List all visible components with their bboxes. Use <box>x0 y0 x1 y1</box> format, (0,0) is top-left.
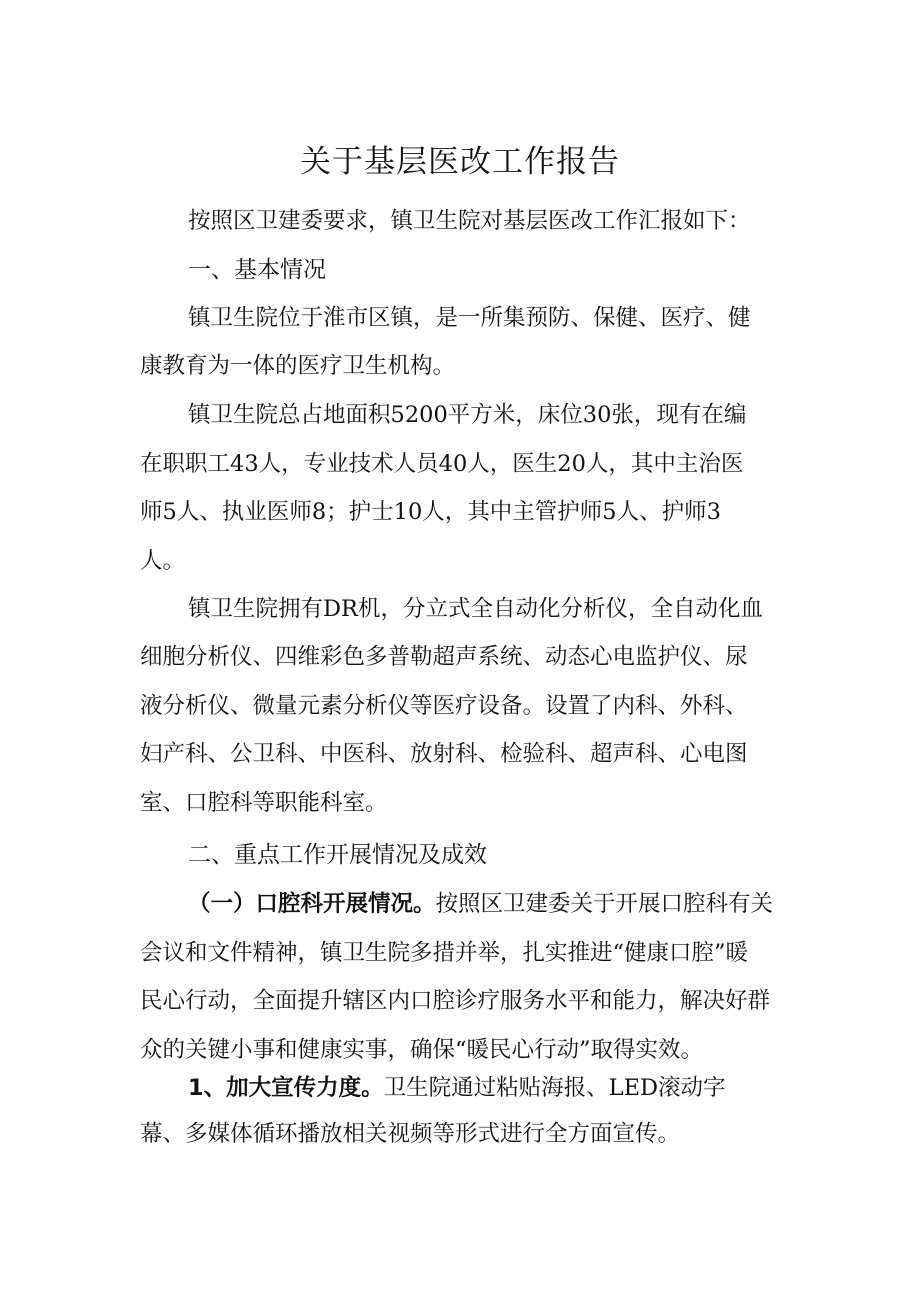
paragraph-text: 卫生院通过粘贴海报、LED滚动字 <box>383 1075 726 1101</box>
paragraph-line: 细胞分析仪、四维彩色多普勒超声系统、动态心电监护仪、尿 <box>140 644 748 670</box>
paragraph-line <box>188 888 773 920</box>
paragraph-line: 师5人、执业医师8；护士10人，其中主管护师5人、护师3 <box>140 499 721 525</box>
item-lead: 1、加大宣传力度。 <box>188 1075 384 1101</box>
paragraph-line: 镇卫生院总占地面积5200平方米，床位30张，现有在编 <box>188 402 747 428</box>
section-heading-key-work: 二、重点工作开展情况及成效 <box>188 842 487 868</box>
paragraph-line: 会议和文件精神，镇卫生院多措并举，扎实推进“健康口腔”暖 <box>140 940 749 966</box>
paragraph-line: 妇产科、公卫科、中医科、放射科、检验科、超声科、心电图 <box>140 741 748 767</box>
paragraph-line: 康教育为一体的医疗卫生机构。 <box>140 353 456 379</box>
paragraph-line <box>188 1072 726 1104</box>
paragraph-line: 镇卫生院位于淮市区镇，是一所集预防、保健、医疗、健 <box>188 305 751 331</box>
paragraph-line: 众的关键小事和健康实事，确保“暖民心行动”取得实效。 <box>140 1037 704 1063</box>
paragraph-line: 人。 <box>140 548 186 574</box>
paragraph-line: 民心行动，全面提升辖区内口腔诊疗服务水平和能力，解决好群 <box>140 988 771 1014</box>
paragraph-line: 镇卫生院拥有DR机，分立式全自动化分析仪，全自动化血 <box>188 596 763 622</box>
paragraph-line: 幕、多媒体循环播放相关视频等形式进行全方面宣传。 <box>140 1121 681 1147</box>
paragraph-line: 液分析仪、微量元素分析仪等医疗设备。设置了内科、外科、 <box>140 693 748 719</box>
paragraph-line: 在职职工43人，专业技术人员40人，医生20人，其中主治医 <box>140 451 744 477</box>
document-title: 关于基层医改工作报告 <box>300 144 620 180</box>
paragraph-line: 室、口腔科等职能科室。 <box>140 790 388 816</box>
section-heading-basic: 一、基本情况 <box>188 257 326 283</box>
intro-paragraph: 按照区卫建委要求，镇卫生院对基层医改工作汇报如下： <box>188 208 751 234</box>
paragraph-text: 按照区卫建委关于开展口腔科有关 <box>435 891 774 917</box>
subsection-lead: （一）口腔科开展情况。 <box>188 891 436 917</box>
